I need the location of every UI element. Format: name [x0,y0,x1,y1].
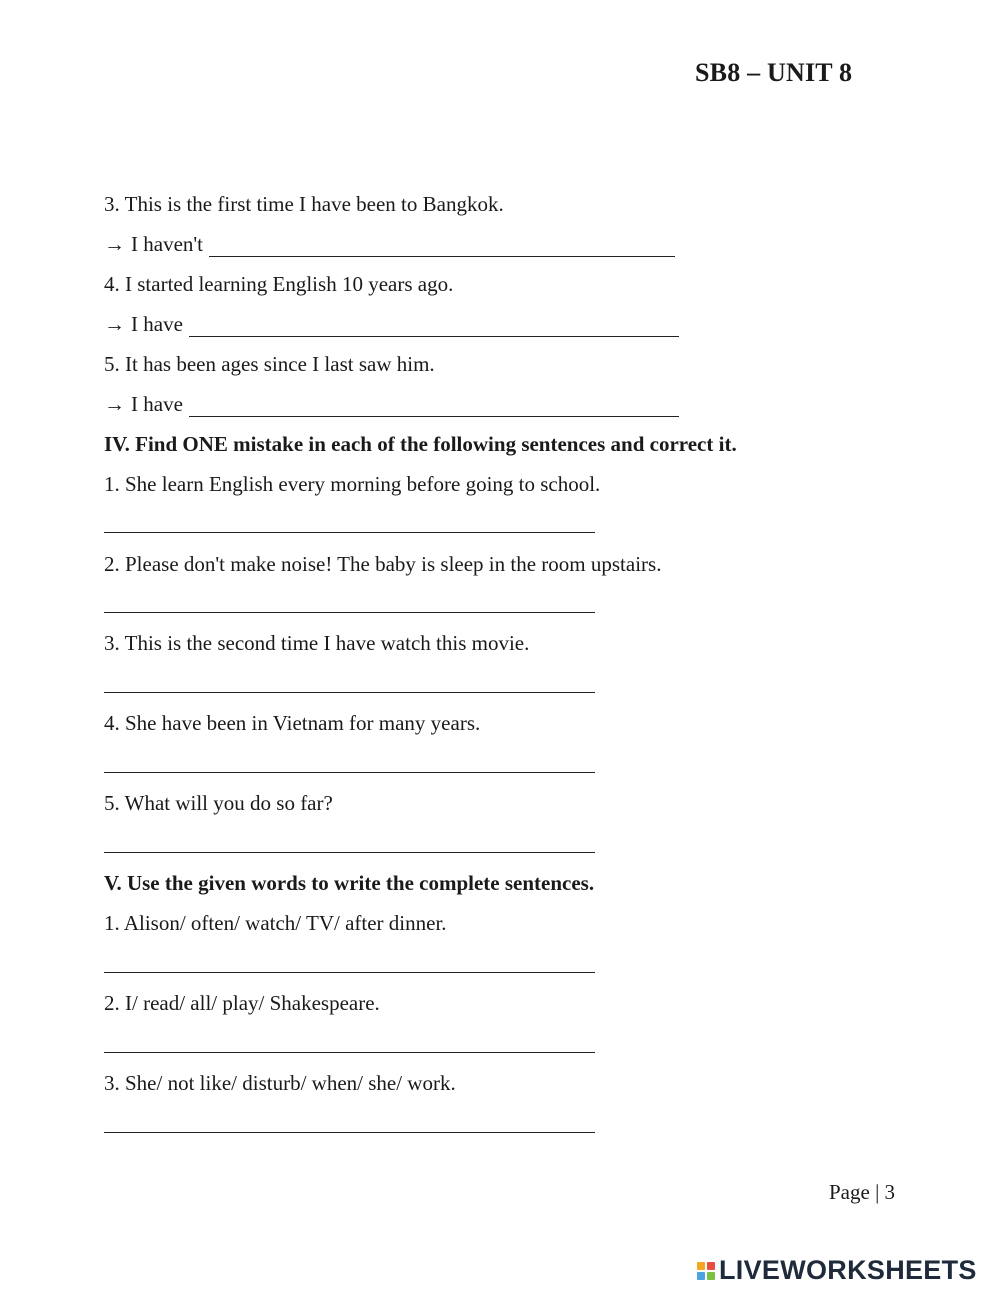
rewrite-question-5: 5. It has been ages since I last saw him. [104,352,435,376]
rewrite-answer-row-4 [104,311,679,337]
liveworksheets-logo [697,1255,977,1286]
page-number: Page | 3 [829,1180,896,1204]
mistake-item-2: 2. Please don't make noise! The baby is sleep in the room upstairs. [104,552,662,576]
answer-prompt: I have [131,312,183,336]
sentence-item-1: 1. Alison/ often/ watch/ TV/ after dinner. [104,911,447,935]
answer-blank[interactable] [209,236,675,257]
section-v-heading: V. Use the given words to write the complete sentences. [104,871,595,895]
rewrite-answer-row-5 [104,391,679,417]
logo-square [697,1272,705,1280]
logo-square [707,1272,715,1280]
sentence-item-3: 3. She/ not like/ disturb/ when/ she/ work. [104,1071,456,1095]
answer-blank[interactable] [189,316,679,337]
mistake-item-4: 4. She have been in Vietnam for many years. [104,711,481,735]
rewrite-answer-row-3 [104,231,675,257]
answer-line[interactable] [104,532,595,533]
mistake-item-3: 3. This is the second time I have watch this movie. [104,631,530,655]
liveworksheets-logo-icon [697,1262,715,1280]
sentence-item-2: 2. I/ read/ all/ play/ Shakespeare. [104,991,380,1015]
answer-line[interactable] [104,1132,595,1133]
rewrite-question-4: 4. I started learning English 10 years ago. [104,272,454,296]
answer-line[interactable] [104,772,595,773]
logo-square [697,1262,705,1270]
answer-blank[interactable] [189,396,679,417]
section-iv-heading: IV. Find ONE mistake in each of the following sentences and correct it. [104,432,737,456]
mistake-item-5: 5. What will you do so far? [104,791,333,815]
arrow-right-icon: → [104,232,125,256]
rewrite-question-3: 3. This is the first time I have been to Bangkok. [104,192,504,216]
answer-line[interactable] [104,692,595,693]
liveworksheets-logo-text: LIVEWORKSHEETS [719,1255,977,1285]
answer-line[interactable] [104,972,595,973]
page-header-title: SB8 – UNIT 8 [695,58,853,87]
answer-prompt: I have [131,392,183,416]
answer-line[interactable] [104,1052,595,1053]
answer-line[interactable] [104,612,595,613]
arrow-right-icon: → [104,392,125,416]
logo-square [707,1262,715,1270]
mistake-item-1: 1. She learn English every morning before going to school. [104,472,601,496]
arrow-right-icon: → [104,312,125,336]
answer-prompt: I haven't [131,232,204,256]
answer-line[interactable] [104,852,595,853]
